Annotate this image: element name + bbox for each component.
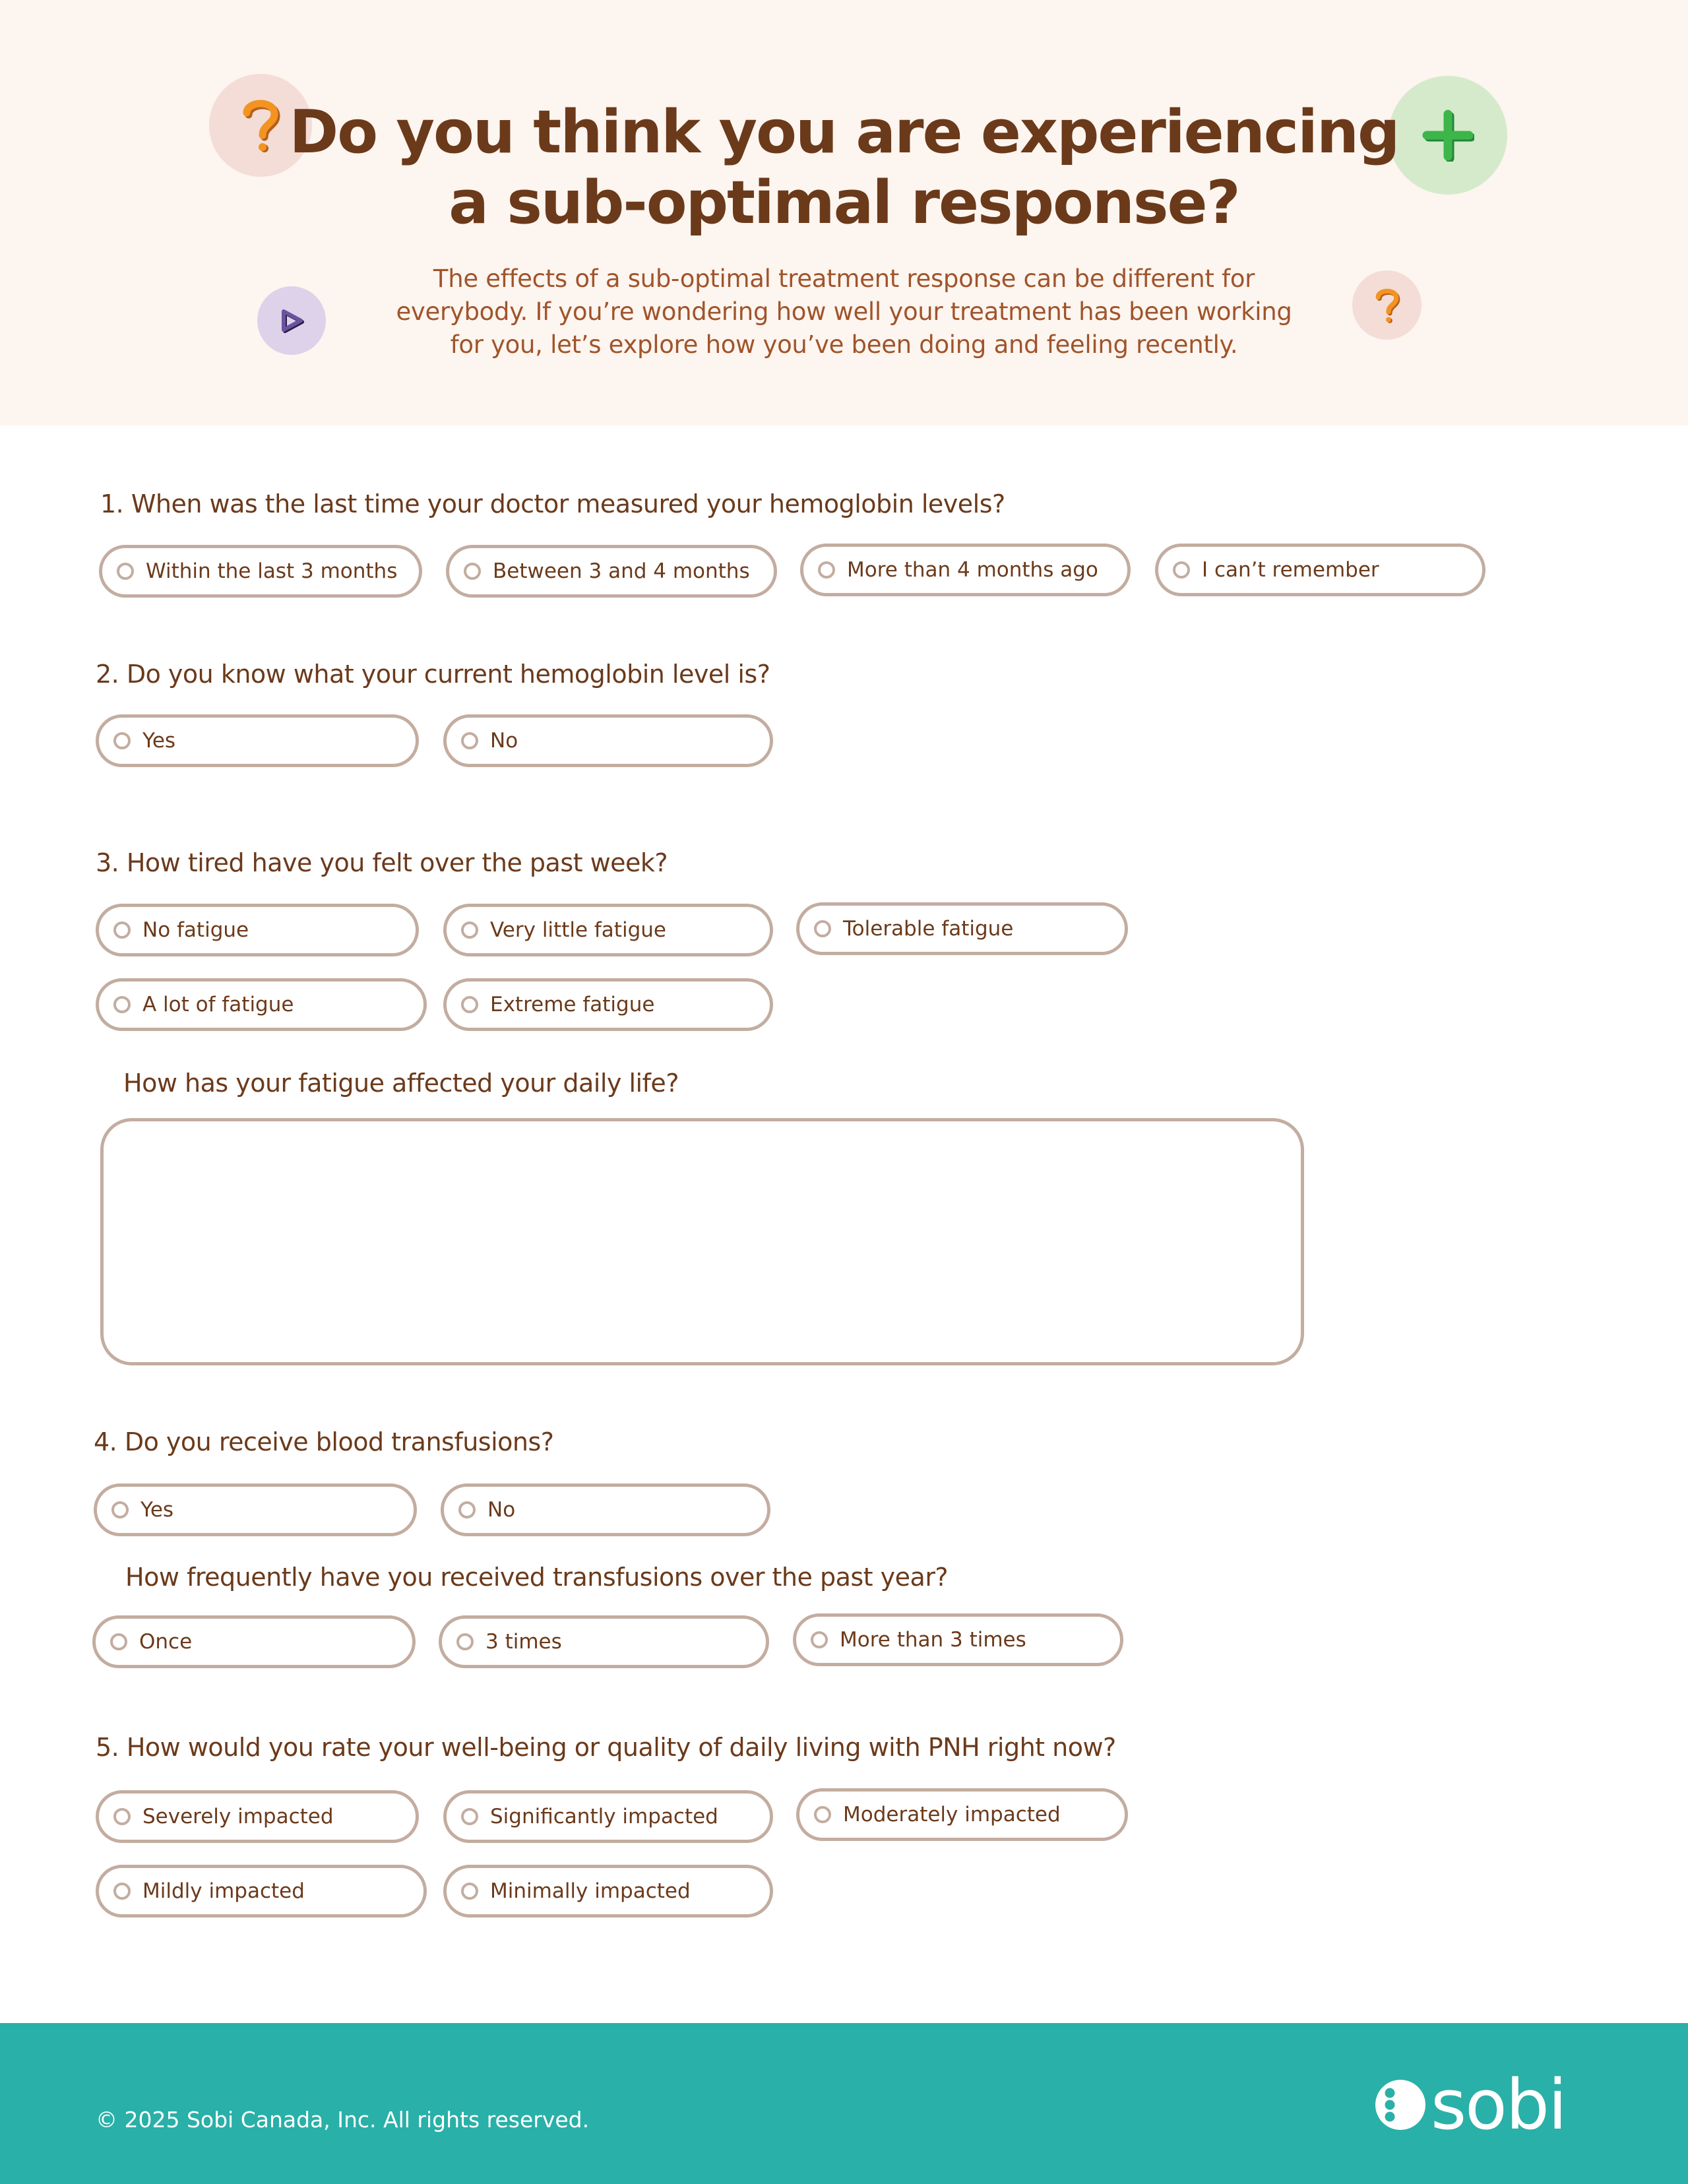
- option-label: Moderately impacted: [843, 1803, 1061, 1826]
- option-label: I can’t remember: [1202, 558, 1379, 582]
- copyright-text: © 2025 Sobi Canada, Inc. All rights reserved.: [96, 2107, 590, 2133]
- page-title-line-2: a sub-optimal response?: [449, 168, 1239, 237]
- radio-icon[interactable]: [461, 1808, 478, 1825]
- radio-icon[interactable]: [113, 1808, 131, 1825]
- transfusion-frequency-label: How frequently have you received transfusions over the past year?: [125, 1563, 949, 1592]
- question-2-heading: 2. Do you know what your current hemoglobin level is?: [96, 660, 770, 689]
- q5-option-mildly-impacted[interactable]: [96, 1865, 427, 1918]
- option-label: More than 3 times: [840, 1628, 1026, 1652]
- option-label: Severely impacted: [142, 1805, 334, 1828]
- radio-icon[interactable]: [461, 921, 478, 939]
- fatigue-impact-label: How has your fatigue affected your daily life?: [123, 1069, 679, 1098]
- radio-icon[interactable]: [461, 1883, 478, 1900]
- option-label: Very little fatigue: [490, 918, 666, 942]
- radio-icon[interactable]: [113, 1883, 131, 1900]
- q1-option-3-to-4-months[interactable]: [446, 545, 777, 598]
- footer: [0, 2023, 1688, 2184]
- option-label: Mildly impacted: [142, 1879, 305, 1903]
- option-label: Between 3 and 4 months: [493, 559, 750, 583]
- q4-option-no[interactable]: [441, 1483, 770, 1536]
- option-label: Minimally impacted: [490, 1879, 691, 1903]
- radio-icon[interactable]: [814, 1806, 831, 1823]
- q1-option-within-3-months[interactable]: [99, 545, 422, 598]
- q4-frequency-once[interactable]: [92, 1615, 416, 1668]
- radio-icon[interactable]: [113, 996, 131, 1013]
- sobi-logo-icon: [1374, 2078, 1427, 2131]
- q1-option-more-than-4-months[interactable]: [800, 544, 1131, 596]
- q3-option-a-lot-of-fatigue[interactable]: [96, 978, 427, 1031]
- q4-frequency-more-than-3-times[interactable]: [793, 1613, 1123, 1666]
- q2-option-yes[interactable]: [96, 714, 419, 767]
- q1-option-cant-remember[interactable]: [1155, 544, 1485, 596]
- radio-icon[interactable]: [811, 1631, 828, 1648]
- sobi-wordmark: sobi: [1431, 2065, 1566, 2145]
- option-label: Significantly impacted: [490, 1805, 718, 1828]
- question-5-heading: 5. How would you rate your well-being or quality of daily living with PNH right now?: [96, 1733, 1116, 1762]
- q2-option-no[interactable]: [443, 714, 773, 767]
- radio-icon[interactable]: [461, 996, 478, 1013]
- radio-icon[interactable]: [113, 732, 131, 749]
- option-label: No fatigue: [142, 918, 249, 942]
- fatigue-impact-textarea[interactable]: [100, 1118, 1304, 1365]
- option-label: Once: [139, 1630, 193, 1654]
- radio-icon[interactable]: [461, 732, 478, 749]
- q4-option-yes[interactable]: [94, 1483, 417, 1536]
- radio-icon[interactable]: [456, 1633, 474, 1650]
- q3-option-no-fatigue[interactable]: [96, 904, 419, 956]
- radio-icon[interactable]: [818, 561, 835, 578]
- option-label: Extreme fatigue: [490, 993, 655, 1016]
- question-1-heading: 1. When was the last time your doctor measured your hemoglobin levels?: [100, 489, 1005, 518]
- option-label: Within the last 3 months: [146, 559, 398, 583]
- q3-option-very-little-fatigue[interactable]: [443, 904, 773, 956]
- q3-option-tolerable-fatigue[interactable]: [796, 902, 1128, 955]
- page-title-line-1: Do you think you are experiencing: [289, 98, 1399, 167]
- option-label: More than 4 months ago: [847, 558, 1098, 582]
- option-label: Yes: [142, 729, 176, 753]
- intro-text-line-2: everybody. If you’re wondering how well your treatment has been working: [396, 297, 1292, 326]
- option-label: No: [490, 729, 518, 753]
- radio-icon[interactable]: [814, 920, 831, 937]
- intro-text-line-3: for you, let’s explore how you’ve been doing and feeling recently.: [450, 330, 1238, 359]
- radio-icon[interactable]: [1173, 561, 1190, 578]
- option-label: 3 times: [485, 1630, 562, 1654]
- option-label: A lot of fatigue: [142, 993, 294, 1016]
- q5-option-significantly-impacted[interactable]: [443, 1790, 773, 1843]
- q5-option-severely-impacted[interactable]: [96, 1790, 419, 1843]
- q5-option-moderately-impacted[interactable]: [796, 1788, 1128, 1841]
- option-label: Yes: [141, 1498, 174, 1522]
- radio-icon[interactable]: [458, 1501, 476, 1518]
- option-label: No: [487, 1498, 516, 1522]
- radio-icon[interactable]: [464, 563, 481, 580]
- question-4-heading: 4. Do you receive blood transfusions?: [94, 1427, 554, 1456]
- q4-frequency-3-times[interactable]: [439, 1615, 769, 1668]
- header-band: [0, 0, 1688, 425]
- intro-text-line-1: The effects of a sub-optimal treatment response can be different for: [433, 265, 1255, 293]
- radio-icon[interactable]: [111, 1501, 129, 1518]
- question-3-heading: 3. How tired have you felt over the past week?: [96, 848, 668, 877]
- radio-icon[interactable]: [113, 921, 131, 939]
- q3-option-extreme-fatigue[interactable]: [443, 978, 773, 1031]
- q5-option-minimally-impacted[interactable]: [443, 1865, 773, 1918]
- radio-icon[interactable]: [117, 563, 134, 580]
- sobi-logo: [1374, 2065, 1566, 2145]
- radio-icon[interactable]: [110, 1633, 127, 1650]
- option-label: Tolerable fatigue: [843, 917, 1014, 941]
